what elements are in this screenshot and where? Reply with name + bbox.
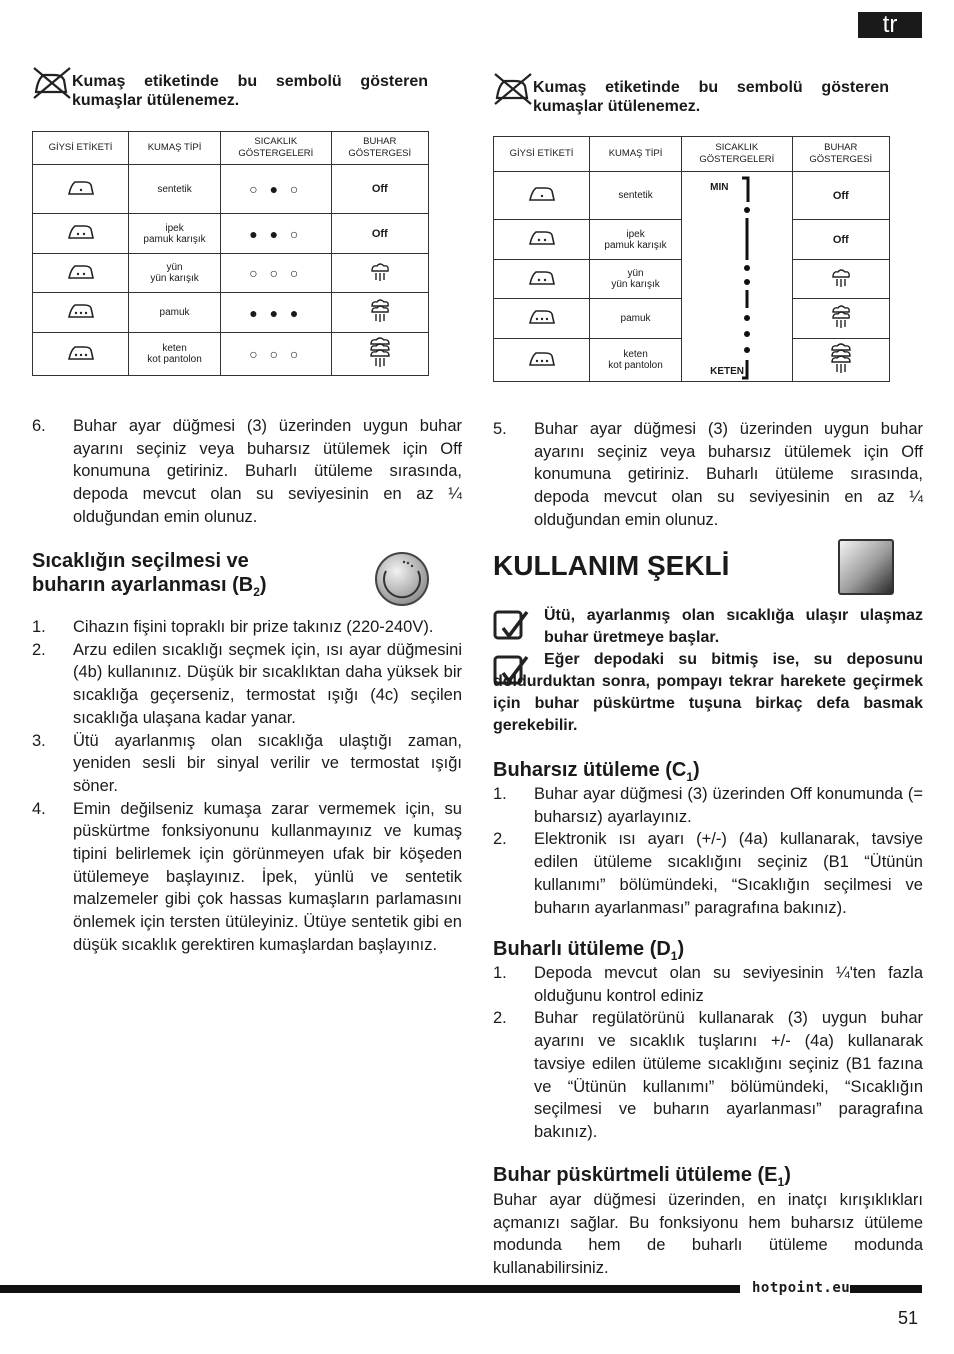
list-item: 1. Cihazın fişini topraklı bir prize takınız (220-240V). <box>32 618 434 636</box>
step-6: 6. Buhar ayar düğmesi (3) üzerinden uygun buhar ayarını seçiniz veya buharsız ütülemek için Off konumuna getiriniz. Buharlı ütüleme sırasında, depoda mevcut olan su seviyesinin en az ¼ olduğundan emin olunuz. <box>32 417 462 526</box>
fabric-cell: ipek pamuk karışık <box>129 214 221 254</box>
do-not-iron-icon <box>32 66 72 102</box>
temp-dots: ○ ○ ○ <box>221 333 331 376</box>
section-heading-d1: Buharlı ütüleme $(D_1)$ <box>493 938 685 963</box>
header-fabric: KUMAŞ TİPİ <box>129 132 221 165</box>
section-heading-b2: Sıcaklığın seçilmesi ve buharın ayarlanması $(B_2)$ <box>32 550 267 599</box>
table-row <box>33 333 429 376</box>
usage-notes <box>493 605 923 737</box>
table-row <box>33 254 429 293</box>
table-row <box>33 165 429 214</box>
temp-dots: ● ● ○ <box>221 214 331 254</box>
brand-link[interactable]: hotpoint.eu <box>752 1280 851 1296</box>
note-2: Eğer depodaki su bitmiş ise, su deposunu doldurduktan sonra, pompayı tekrar harekete geçirmek için buhar püskürtme tuşuna birkaç defa basmak gerekebilir. <box>493 651 923 734</box>
steam-high-icon <box>828 343 854 375</box>
warning-text: Kumaş etiketinde bu sembolü gösteren kumaşlar ütülenemez. <box>533 79 889 115</box>
iron-3-dot-icon <box>527 348 557 370</box>
steam-cell: Off <box>331 214 428 254</box>
steam-cell <box>331 254 428 293</box>
list-item: 2. Buhar regülatörünü kullanarak (3) uygun buhar ayarını ve sıcaklık tuşlarını +/- (4a) kullanarak tavsiye edilen ütüleme sıcaklığını seçiniz (B1 fazına ve “Ütünün kullanımı” bölümündeki, “Sıcaklığın seçilmesi ve buharın ayarlanması” paragrafına bakınız). <box>493 1009 923 1141</box>
iron-1-dot-icon <box>66 177 96 199</box>
steam-medium-icon <box>829 304 853 330</box>
fabric-cell: yün yün karışık <box>129 254 221 293</box>
page-number: 51 <box>898 1308 919 1328</box>
fabric-cell: pamuk <box>590 299 682 339</box>
no-iron-warning <box>32 72 428 110</box>
table-row <box>33 293 429 333</box>
list-item: 2. Elektronik ısı ayarı (+/-) (4a) kullanarak, tavsiye edilen ütüleme sıcaklığını seçiniz (B1 “Ütünün kullanımı” bölümündeki, “Sıcaklığın seçilmesi ve buharın ayarlanması” paragrafına bakınız). <box>493 830 923 917</box>
list-item: 2. Arzu edilen sıcaklığı seçmek için, ısı ayar düğmesini (4b) kullanınız. Düşük bir sıcaklıktan daha yüksek bir sıcaklığa geçerseniz, termostat ışığı (4c) seçilen sıcaklığa ulaşana kadar yanar. <box>32 640 462 727</box>
steam-high-icon <box>367 337 393 369</box>
iron-2-dot-icon <box>66 221 96 243</box>
fabric-cell: keten kot pantolon <box>129 333 221 376</box>
temperature-dial-icon <box>374 551 430 607</box>
fabric-cell: sentetik <box>129 165 221 214</box>
table-row <box>494 172 890 220</box>
steps-d1 <box>493 962 923 1144</box>
language-badge: tr <box>858 12 922 38</box>
footer-bar <box>0 1285 740 1293</box>
section-heading-c1: Buharsız ütüleme $(C_1)$ <box>493 759 700 784</box>
fabric-cell: pamuk <box>129 293 221 333</box>
steam-cell: Off <box>331 165 428 214</box>
scale-max-label: KETEN <box>710 366 745 377</box>
steps-b2 <box>32 616 462 957</box>
header-temp: SICAKLIK GÖSTERGELERİ <box>221 132 331 165</box>
iron-3-dot-icon <box>66 342 96 364</box>
care-table <box>493 136 890 382</box>
iron-1-dot-icon <box>527 183 557 205</box>
steam-low-icon <box>368 261 392 283</box>
header-temp: SICAKLIK GÖSTERGELERİ <box>682 137 792 172</box>
steam-cell: Off <box>792 220 889 260</box>
fabric-cell: sentetik <box>590 172 682 220</box>
header-label: GİYSİ ETİKETİ <box>494 137 590 172</box>
fabric-cell: ipek pamuk karışık <box>590 220 682 260</box>
list-item: 4. Emin değilseniz kumaşa zarar vermemek için, su püskürtme fonksiyonunu kullanmayınız ve kumaş tipini belirlemek için görünmeyen ufak bir köşeden ütülemeye başlayınız. İpek, yünlü ve sentetik malzemeler gibi çok hassas kumaşların parlamasını önlemek için tersten ütüleyiniz. Ütüye sentetik gibi en düşük sıcaklık gerektiren kumaşlardan başlayınız. <box>32 799 462 954</box>
fabric-cell: keten kot pantolon <box>590 339 682 382</box>
list-item: 1. Buhar ayar düğmesi (3) üzerinden Off konumunda (= buharsız) ayarlayınız. <box>493 785 923 826</box>
steam-cell <box>792 260 889 299</box>
section-e1-text: Buhar ayar düğmesi üzerinden, en inatçı kırışıklıkları açmanızı sağlar. Bu fonksiyonu hem buharsız ütüleme modunda hem de buharlı ütüleme modunda kullanabilirsiniz. <box>493 1191 923 1278</box>
temp-scale-cell <box>682 172 792 382</box>
steam-cell <box>331 293 428 333</box>
list-item: 1. Depoda mevcut olan su seviyesinin ¼'ten fazla olduğunu kontrol ediniz <box>493 964 923 1005</box>
scale-min-label: MIN <box>710 182 729 193</box>
steam-cell: Off <box>792 172 889 220</box>
care-table <box>32 131 429 376</box>
no-iron-warning <box>493 78 889 116</box>
do-not-iron-icon <box>493 72 533 108</box>
temp-dots: ● ● ● <box>221 293 331 333</box>
temperature-scale-icon <box>740 176 754 380</box>
temp-dots: ○ ● ○ <box>221 165 331 214</box>
page-title: KULLANIM ŞEKLİ <box>493 550 730 581</box>
steam-medium-icon <box>368 298 392 324</box>
steam-cell <box>792 339 889 382</box>
iron-2-dot-icon <box>527 267 557 289</box>
iron-2-dot-icon <box>66 261 96 283</box>
header-fabric: KUMAŞ TİPİ <box>590 137 682 172</box>
note-1: Ütü, ayarlanmış olan sıcaklığa ulaşır ulaşmaz buhar üretmeye başlar. <box>544 607 923 646</box>
footer-bar-right <box>850 1285 922 1293</box>
iron-usage-image <box>838 539 894 595</box>
section-heading-e1: Buhar püskürtmeli ütüleme $(E_1)$ <box>493 1164 791 1189</box>
header-label: GİYSİ ETİKETİ <box>33 132 129 165</box>
fabric-cell: yün yün karışık <box>590 260 682 299</box>
steam-low-icon <box>829 267 853 289</box>
iron-3-dot-icon <box>66 300 96 322</box>
warning-text: Kumaş etiketinde bu sembolü gösteren kumaşlar ütülenemez. <box>72 73 428 109</box>
steam-cell <box>792 299 889 339</box>
header-steam: BUHAR GÖSTERGESİ <box>792 137 889 172</box>
iron-2-dot-icon <box>527 227 557 249</box>
step-5: 5. Buhar ayar düğmesi (3) üzerinden uygun buhar ayarını seçiniz veya buharsız ütülemek için Off konumuna getiriniz. Buharlı ütüleme sırasında, depoda mevcut olan su seviyesinin en az ¼ olduğundan emin olunuz. <box>493 420 923 529</box>
steps-c1 <box>493 783 923 919</box>
iron-3-dot-icon <box>527 306 557 328</box>
list-item: 3. Ütü ayarlanmış olan sıcaklığa ulaştığı zaman, yeniden sesli bir sinyal verilir ve termostat ışığı söner. <box>32 731 462 795</box>
header-steam: BUHAR GÖSTERGESİ <box>331 132 428 165</box>
steam-cell <box>331 333 428 376</box>
table-row <box>33 214 429 254</box>
temp-dots: ○ ○ ○ <box>221 254 331 293</box>
